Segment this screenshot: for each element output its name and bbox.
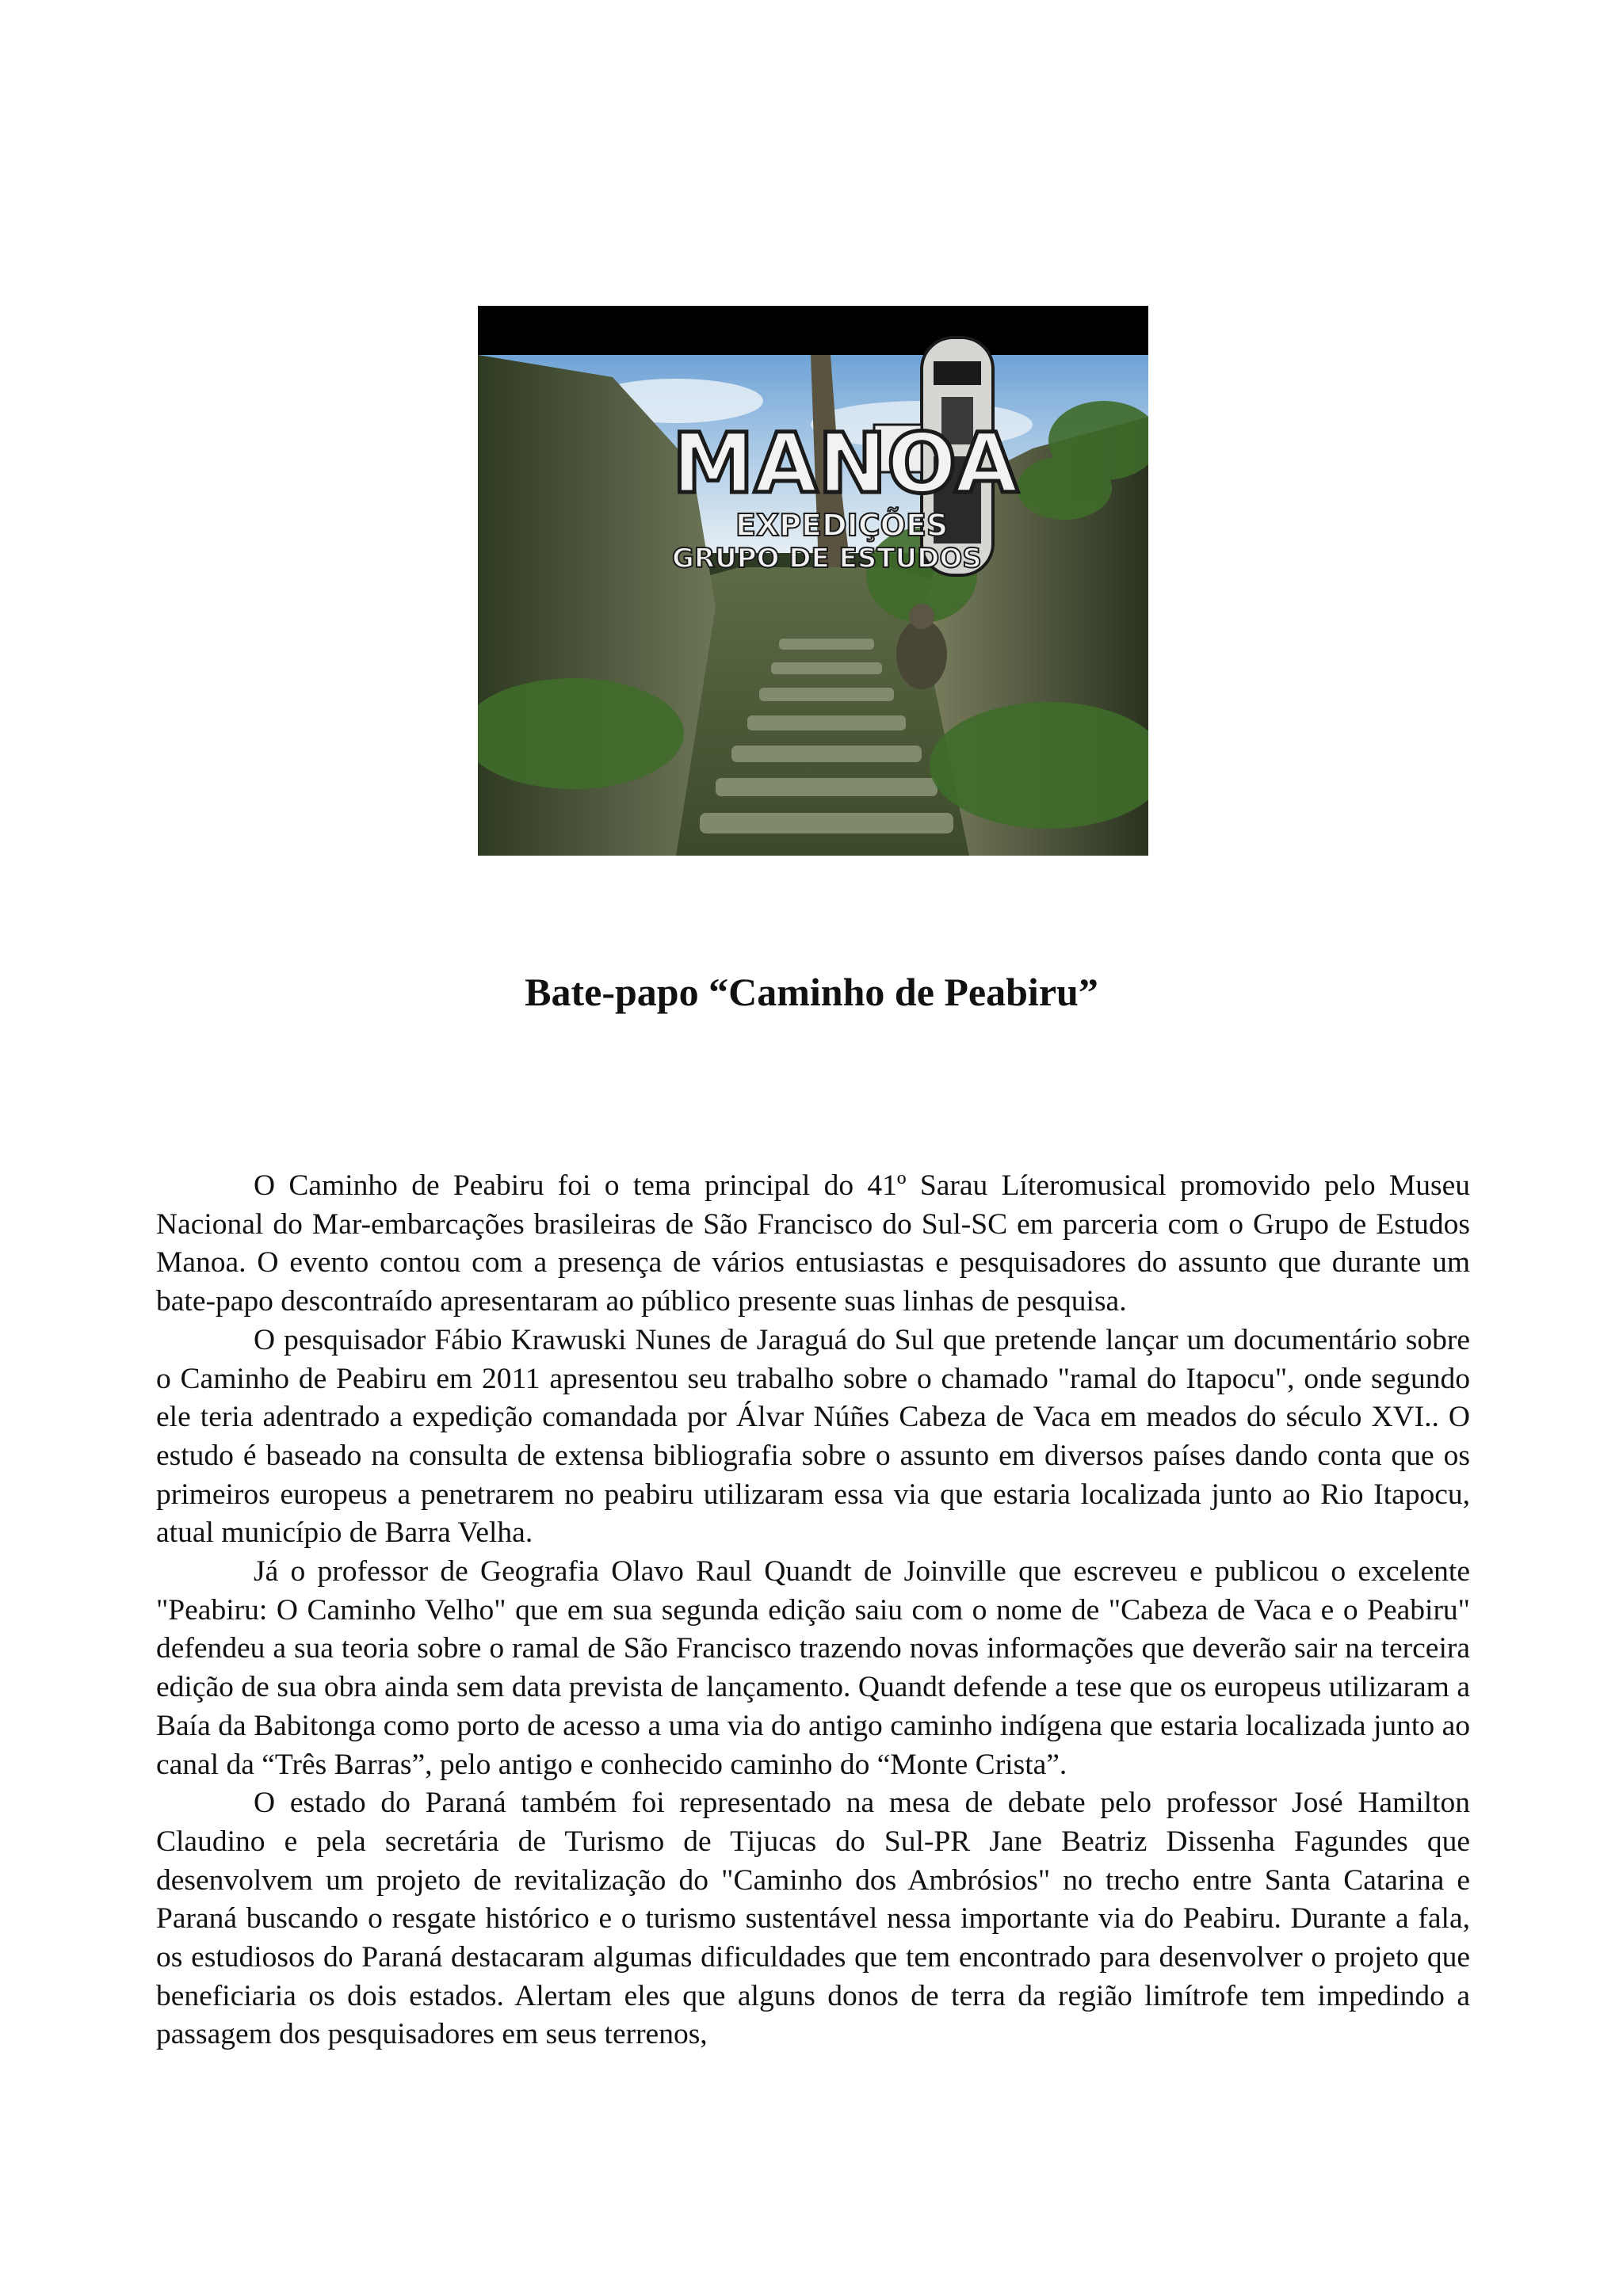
document-title: Bate-papo “Caminho de Peabiru”: [525, 970, 1098, 1014]
header-photo: [478, 306, 1148, 856]
article-body: [156, 1167, 1470, 2054]
logo-main-text: MANOA: [672, 415, 1019, 512]
paragraph-4: O estado do Paraná também foi representado na mesa de debate pelo professor José Hamilton Claudino e pela secretária de Turismo de Tijucas do Sul-PR Jane Beatriz Dissenha Fagundes que desenvolvem um projeto de revitalização do "Caminho dos Ambrósios" no trecho entre Santa Catarina e Paraná buscando o resgate histórico e o turismo sustentável nessa importante via do Peabiru. Durante a fala, os estudiosos do Paraná destacaram algumas dificuldades que tem encontrado para desenvolver o projeto que beneficiaria os dois estados. Alertam eles que alguns donos de terra da região limítrofe tem impedindo a passagem dos pesquisadores em seus terrenos,: [156, 1787, 1470, 2051]
paragraph-3: Já o professor de Geografia Olavo Raul Quandt de Joinville que escreveu e publicou o excelente "Peabiru: O Caminho Velho" que em sua segunda edição saiu com o nome de "Cabeza de Vaca e o Peabiru" defendeu a sua teoria sobre o ramal de São Francisco trazendo novas informações que deverão sair na terceira edição de sua obra ainda sem data prevista de lançamento. Quandt defende a tese que os europeus utilizaram a Baía da Babitonga como porto de acesso a uma via do antigo caminho indígena que estaria localizada junto ao canal da “Três Barras”, pelo antigo e conhecido caminho do “Monte Crista”.: [156, 1555, 1470, 1781]
paragraph-1: O Caminho de Peabiru foi o tema principal do 41º Sarau Líteromusical promovido pelo Museu Nacional do Mar-embarcações brasileiras de São Francisco do Sul-SC em parceria com o Grupo de Estudos Manoa. O evento contou com a presença de vários entusiastas e pesquisadores do assunto que durante um bate-papo descontraído apresentaram ao público presente suas linhas de pesquisa.: [156, 1169, 1470, 1318]
paragraph-2: O pesquisador Fábio Krawuski Nunes de Jaraguá do Sul que pretende lançar um documentário sobre o Caminho de Peabiru em 2011 apresentou seu trabalho sobre o chamado "ramal do Itapocu", onde segundo ele teria adentrado a expedição comandada por Álvar Núñes Cabeza de Vaca em meados do século XVI.. O estudo é baseado na consulta de extensa bibliografia sobre o assunto em diversos países dando conta que os primeiros europeus a penetrarem no peabiru utilizaram essa via que estaria localizada junto ao Rio Itapocu, atual município de Barra Velha.: [156, 1323, 1470, 1550]
logo-tagline-text: GRUPO DE ESTUDOS: [672, 543, 982, 574]
manoa-logo: [672, 415, 1018, 574]
logo-subtitle-text: EXPEDIÇÕES: [735, 508, 949, 543]
